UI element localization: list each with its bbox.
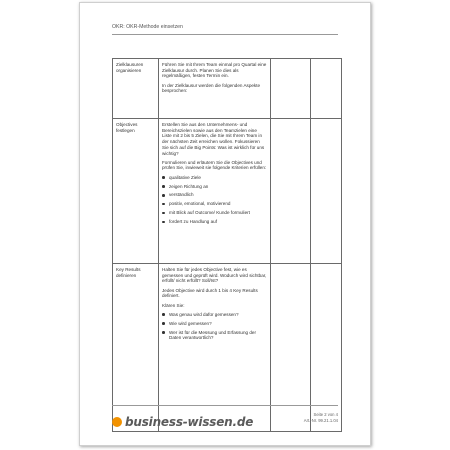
step-label: Objectives festlegen [113, 119, 159, 264]
list-item-text: Wer ist für die Messung und Erfassung der Daten verantwortlich? [169, 329, 256, 341]
footer-divider [112, 405, 338, 406]
criteria-list [162, 312, 267, 341]
step-description [159, 119, 271, 264]
empty-cell [311, 264, 342, 432]
list-item-text: positiv, emotional, motivierend [169, 201, 231, 207]
empty-cell [311, 119, 342, 264]
list-item-text: Wie wird gemessen? [169, 320, 212, 326]
page-number: Seite 2 von 4 [313, 412, 338, 417]
empty-cell [271, 119, 311, 264]
page-meta [304, 412, 338, 424]
list-item [162, 312, 267, 318]
table-row [113, 59, 342, 119]
description-paragraph: Jedes Objective wird durch 1 bis 4 Key Results definiert. [162, 287, 258, 299]
logo-text: business-wissen.de [125, 415, 254, 429]
empty-cell [311, 59, 342, 119]
list-item-text: mit Blick auf Outcome/ Kunde formuliert [169, 210, 250, 216]
document-title: OKR: OKR-Methode einsetzen [112, 24, 183, 30]
description-paragraph: In der Zielklausur werden die folgenden Aspekte besprochen: [162, 82, 261, 94]
okr-checklist-table [112, 58, 342, 432]
step-label: Zielklausuren organisieren [113, 59, 159, 119]
list-item-text: Was genau wird dafür gemessen? [169, 311, 239, 317]
logo-dot-icon [112, 417, 122, 427]
bullet-icon [162, 313, 165, 316]
bullet-icon [162, 194, 165, 197]
list-item [162, 201, 267, 207]
list-item [162, 330, 267, 341]
list-item-text: zeigen Richtung an [169, 183, 209, 189]
list-item [162, 175, 267, 181]
empty-cell [271, 264, 311, 432]
bullet-icon [162, 203, 165, 206]
description-paragraph: Halten Sie für jedes Objective fest, wie es gemessen und geprüft wird. Wodurch wird sichtbar, erfüllt/ nicht erfüllt? Soll/Ist? [162, 267, 267, 284]
article-number: Art.-Nr. 99.21.1.04 [303, 418, 338, 424]
empty-cell [271, 59, 311, 119]
list-item [162, 210, 267, 216]
bullet-icon [162, 185, 165, 188]
table-row [113, 119, 342, 264]
list-item [162, 219, 267, 225]
document-page [79, 2, 371, 446]
list-item-text: verständlich [169, 192, 194, 198]
list-item [162, 192, 267, 198]
bullet-icon [162, 322, 165, 325]
step-label: Key Results definieren [113, 264, 159, 432]
description-paragraph: Formulieren und erläutern Sie die Objectives und prüfen Sie, inwieweit sie folgende Kriterien erfüllen: [162, 159, 267, 171]
criteria-list [162, 175, 267, 225]
bullet-icon [162, 212, 165, 215]
list-item-text: qualitative Ziele [169, 174, 201, 180]
list-item [162, 321, 267, 327]
description-paragraph: Klären Sie: [162, 302, 185, 308]
list-item [162, 184, 267, 190]
description-paragraph: Führen Sie mit Ihrem Team einmal pro Quartal eine Zielklausur durch. Planen Sie dies als regelmäßigen, festen Termin ein. [162, 62, 267, 79]
bullet-icon [162, 221, 165, 224]
step-description [159, 264, 271, 432]
description-paragraph: Erstellen Sie aus den Unternehmens- und Bereichszielen sowie aus den Teamzielen eine Liste mit 2 bis 5 Zielen, die Sie mit Ihrem Team in der nächsten Zeit erreichen wollen. Fokussieren Sie sich auf die Big Points: Was ist wirklich für uns wichtig? [162, 122, 265, 156]
bullet-icon [162, 176, 165, 179]
step-description [159, 59, 271, 119]
bullet-icon [162, 331, 165, 334]
header-divider [112, 34, 338, 35]
list-item-text: fordert zu Handlung auf [169, 219, 218, 225]
table-row [113, 264, 342, 432]
business-wissen-logo [112, 415, 253, 429]
